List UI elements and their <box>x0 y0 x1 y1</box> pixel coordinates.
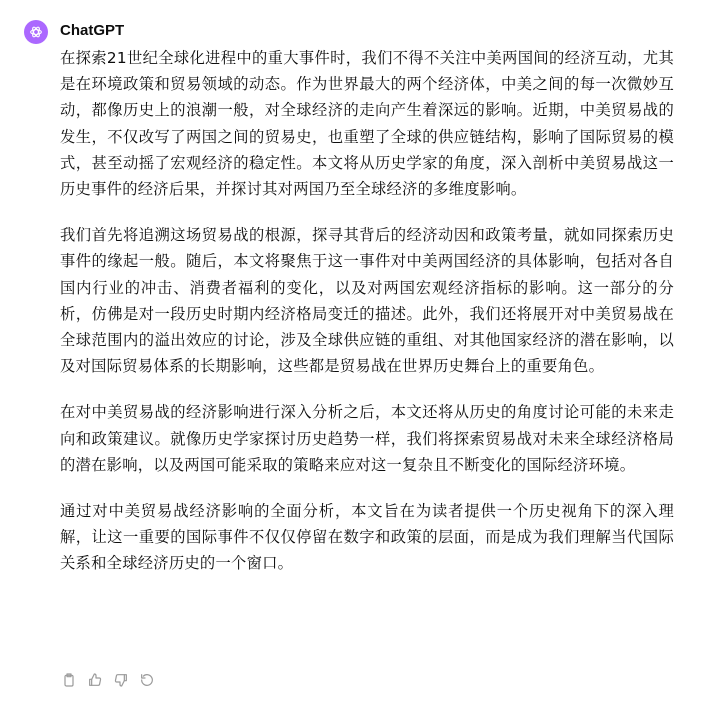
message-author: ChatGPT <box>60 22 125 39</box>
copy-icon <box>61 672 77 688</box>
message-actions <box>60 671 156 689</box>
regenerate-icon <box>139 672 155 688</box>
dislike-button[interactable] <box>112 671 130 689</box>
chatgpt-avatar <box>24 20 48 44</box>
openai-logo-icon <box>28 24 44 40</box>
thumbs-down-icon <box>113 672 129 688</box>
regenerate-button[interactable] <box>138 671 156 689</box>
message-paragraph: 通过对中美贸易战经济影响的全面分析，本文旨在为读者提供一个历史视角下的深入理解，让这一重要的国际事件不仅仅停留在数字和政策的层面，而是成为我们理解当代国际关系和全球经济历史的一个窗口。 <box>60 502 674 573</box>
message-paragraph: 在探索21世纪全球化进程中的重大事件时，我们不得不关注中美两国间的经济互动，尤其是在环境政策和贸易领域的动态。作为世界最大的两个经济体，中美之间的每一次微妙互动，都像历史上的浪潮一般，对全球经济的走向产生着深远的影响。近期，中美贸易战的发生，不仅改写了两国之间的贸易史，也重塑了全球的供应链结构，影响了国际贸易的模式，甚至动摇了宏观经济的稳定性。本文将从历史学家的角度，深入剖析中美贸易战这一历史事件的经济后果，并探讨其对两国乃至全球经济的多维度影响。 <box>60 49 674 199</box>
thumbs-up-icon <box>87 672 103 688</box>
message-paragraph: 我们首先将追溯这场贸易战的根源，探寻其背后的经济动因和政策考量，就如同探索历史事件的缘起一般。随后，本文将聚焦于这一事件对中美两国经济的具体影响，包括对各自国内行业的冲击、消费者福利的变化，以及对两国宏观经济指标的影响。这一部分的分析，仿佛是对一段历史时期内经济格局变迁的描述。此外，我们还将展开对中美贸易战在全球范围内的溢出效应的讨论，涉及全球供应链的重组、对其他国家经济的潜在影响，以及对国际贸易体系的长期影响，这些都是贸易战在世界历史舞台上的重要角色。 <box>60 226 674 376</box>
message-paragraph: 在对中美贸易战的经济影响进行深入分析之后，本文还将从历史的角度讨论可能的未来走向和政策建议。就像历史学家探讨历史趋势一样，我们将探索贸易战对未来全球经济格局的潜在影响，以及两国可能采取的策略来应对这一复杂且不断变化的国际经济环境。 <box>60 403 674 474</box>
message-content <box>60 45 674 597</box>
copy-button[interactable] <box>60 671 78 689</box>
like-button[interactable] <box>86 671 104 689</box>
